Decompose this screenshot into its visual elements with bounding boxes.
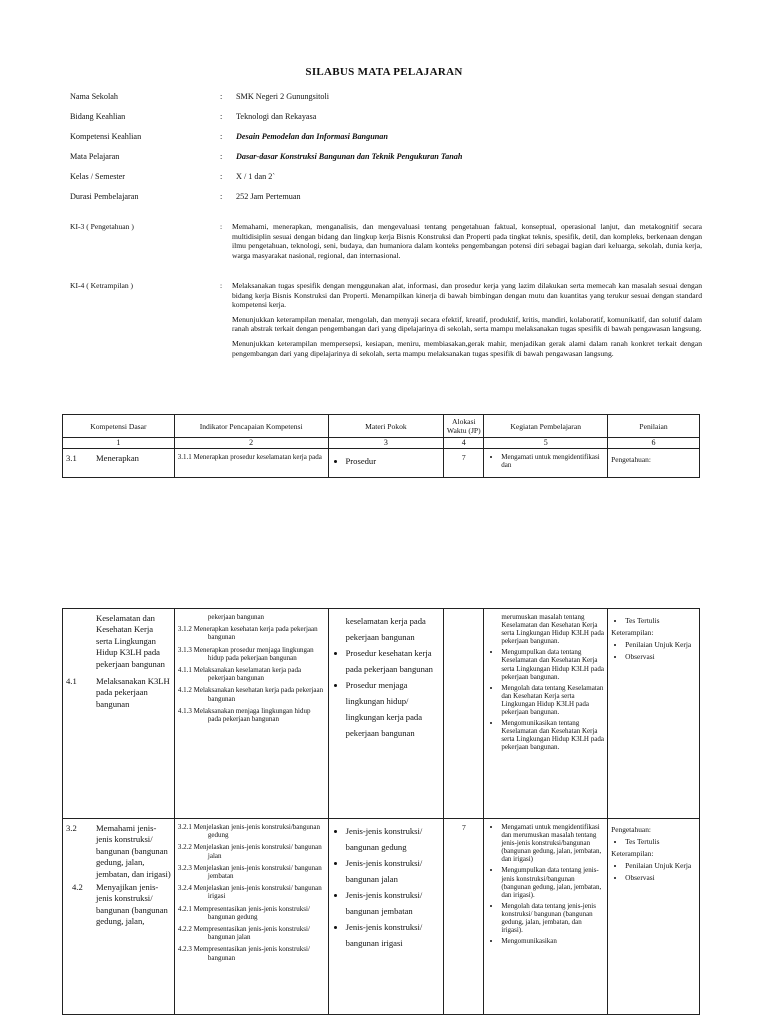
- info-label: Bidang Keahlian: [70, 112, 126, 121]
- column-number: 1: [63, 438, 175, 449]
- document-title: SILABUS MATA PELAJARAN: [305, 66, 463, 78]
- ki3-label: KI-3 ( Pengetahuan ): [70, 222, 134, 231]
- info-row-duration: Durasi Pembelajaran : 252 Jam Pertemuan: [70, 192, 710, 201]
- mp-cell: • Jenis-jenis konstruksi/ bangunan gedung • Jenis-jenis konstruksi/ bangunan jalan • Jenis-jenis konstruksi/ bangunan jembatan • Jenis-jenis konstruksi/ bangunan irigasi: [328, 819, 444, 1015]
- column-number: 3: [328, 438, 444, 449]
- info-row-class: Kelas / Semester : X / 1 dan 2`: [70, 172, 710, 181]
- pn-cell: Pengetahuan:: [608, 449, 700, 478]
- header-kompetensi-dasar: Kompetensi Dasar: [63, 415, 175, 438]
- info-row-subject: Mata Pelajaran : Dasar-dasar Konstruksi Bangunan dan Teknik Pengukuran Tanah: [70, 152, 710, 161]
- ipk-cell: 3.1.1 Menerapkan prosedur keselamatan kerja pada: [174, 449, 328, 478]
- info-value: Desain Pemodelan dan Informasi Bangunan: [236, 132, 388, 141]
- info-label: Kelas / Semester: [70, 172, 126, 181]
- info-value: 252 Jam Pertemuan: [236, 192, 301, 201]
- table-number-row: [63, 438, 700, 449]
- info-label: Durasi Pembelajaran: [70, 192, 139, 201]
- ki4-paragraph: Menunjukkan keterampilan menalar, mengolah, dan menyaji secara efektif, kreatif, produktif, kritis, mandiri, kolaboratif, komunikatif, dan solutif dalam ranah abstrak terkait dengan pengembangan dari yang dipelajarinya di sekolah, serta mampu melaksanakan tugas spesifik di bawah pengawasan langsung.: [232, 314, 702, 334]
- kg-cell: merumuskan masalah tentang Keselamatan dan Kesehatan Kerja serta Lingkungan Hidup K3LH pada pekerjaan bangunan. • Mengumpulkan data tentang Keselamatan dan Kesehatan Kerja serta Lingkungan Hidup K3LH pada pekerjaan bangunan. • Mengolah data tentang Keselamatan dan Kesehatan Kerja serta Lingkungan Hidup K3LH pada pekerjaan bangunan. • Mengomunikasikan tentang Keselamatan dan Kesehatan Kerja serta Lingkungan Hidup K3LH pada pekerjaan bangunan.: [484, 609, 608, 819]
- info-value: SMK Negeri 2 Gunungsitoli: [236, 92, 330, 101]
- info-value: Teknologi dan Rekayasa: [236, 112, 317, 121]
- info-value: X / 1 dan 2`: [236, 172, 276, 181]
- table-row: [63, 609, 700, 819]
- pn-cell: • Tes Tertulis Keterampilan: • Penilaian Unjuk Kerja • Observasi: [608, 609, 700, 819]
- ipk-cell: 3.2.1 Menjelaskan jenis-jenis konstruksi/bangunan gedung 3.2.2 Menjelaskan jenis-jenis konstruksi/ bangunan jalan 3.2.3 Menjelaskan jenis-jenis konstruksi/ bangunan jembatan 3.2.4 Menjelaskan jenis-jenis konstruksi/ bangunan irigasi 4.2.1 Mempresentasikan jenis-jenis konstruksi/ bangunan gedung 4.2.2 Mempresentasikan jenis-jenis konstruksi/ bangunan jalan 4.2.3 Mempresentasikan jenis-jenis konstruksi/ bangunan: [174, 819, 328, 1015]
- table-row: [63, 449, 700, 478]
- column-number: 6: [608, 438, 700, 449]
- info-row-field: Bidang Keahlian : Teknologi dan Rekayasa: [70, 112, 710, 121]
- info-row-school: Nama Sekolah : SMK Negeri 2 Gunungsitoli: [70, 92, 710, 101]
- ki4-label: KI-4 ( Ketrampilan ): [70, 281, 134, 290]
- jp-cell: [444, 609, 484, 819]
- table-header-row: [63, 415, 700, 438]
- info-label: Kompetensi Keahlian: [70, 132, 142, 141]
- info-value: Dasar-dasar Konstruksi Bangunan dan Teknik Pengukuran Tanah: [236, 152, 463, 161]
- info-label: Nama Sekolah: [70, 92, 118, 101]
- ki4-paragraph: Menunjukkan keterampilan mempersepsi, kesiapan, meniru, membiasakan,gerak mahir, menjadikan gerak alami dalam ranah konkret terkait dengan pengembangan dari yang dipelajarinya di sekolah, serta mampu melaksanakan tugas spesifik di bawah pengawasan langsung.: [232, 338, 702, 358]
- header-alokasi-waktu: Alokasi Waktu (JP): [444, 415, 484, 438]
- column-number: 4: [444, 438, 484, 449]
- column-number: 2: [174, 438, 328, 449]
- header-materi-pokok: Materi Pokok: [328, 415, 444, 438]
- jp-cell: 7: [444, 819, 484, 1015]
- header-kegiatan: Kegiatan Pembelajaran: [484, 415, 608, 438]
- header-indikator: Indikator Pencapaian Kompetensi: [174, 415, 328, 438]
- mp-cell: keselamatan kerja pada pekerjaan bangunan • Prosedur kesehatan kerja pada pekerjaan bangunan • Prosedur menjaga lingkungan hidup/ lingkungan kerja pada pekerjaan bangunan: [328, 609, 444, 819]
- table-row: [63, 819, 700, 1015]
- column-number: 5: [484, 438, 608, 449]
- ki3-text: Memahami, menerapkan, menganalisis, dan mengevaluasi tentang pengetahuan faktual, konseptual, operasional lanjut, dan metakognitif secara multidisiplin sesuai dengan bidang dan lingkup kerja Bisnis Konstruksi dan Properti pada tingkat teknis, spesifik, detil, dan kompleks, berkenaan dengan ilmu pengetahuan, teknologi, seni, budaya, dan humaniora dalam konteks pengembangan potensi diri sebagai bagian dari keluarga, sekolah, dunia kerja, warga masyarakat nasional, regional, dan internasional.: [232, 222, 702, 260]
- syllabus-table-continued: [62, 608, 700, 1015]
- ipk-cell: pekerjaan bangunan 3.1.2 Menerapkan kesehatan kerja pada pekerjaan bangunan 3.1.3 Menerapkan prosedur menjaga lingkungan hidup pada pekerjaan bangunan 4.1.1 Melaksanakan keselamatan kerja pada pekerjaan bangunan 4.1.2 Melaksanakan kesehatan kerja pada pekerjaan bangunan 4.1.3 Melaksanakan menjaga lingkungan hidup pada pekerjaan bangunan: [174, 609, 328, 819]
- pn-cell: Pengetahuan: • Tes Tertulis Keterampilan: • Penilaian Unjuk Kerja • Observasi: [608, 819, 700, 1015]
- ki4-paragraph: Melaksanakan tugas spesifik dengan menggunakan alat, informasi, dan prosedur kerja yang lazim dilakukan serta memecah kan masalah sesuai dengan bidang kerja Bisnis Konstruksi dan Properti. Menampilkan kinerja di bawah bimbingan dengan mutu dan kuantitas yang terukur sesuai dengan standard kompetensi kerja.: [232, 281, 702, 310]
- info-label: Mata Pelajaran: [70, 152, 120, 161]
- info-row-competency: Kompetensi Keahlian : Desain Pemodelan dan Informasi Bangunan: [70, 132, 710, 141]
- jp-cell: 7: [444, 449, 484, 478]
- kg-cell: • Mengamati untuk mengidentifikasi dan: [484, 449, 608, 478]
- kd-cell: 3.2 Memahami jenis-jenis konstruksi/ bangunan (bangunan gedung, jalan, jembatan, dan irigasi) 4.2 Menyajikan jenis-jenis konstruksi/ bangunan (bangunan gedung, jalan,: [63, 819, 175, 1015]
- header-penilaian: Penilaian: [608, 415, 700, 438]
- identity-section: [70, 92, 710, 212]
- mp-cell: • Prosedur: [328, 449, 444, 478]
- kg-cell: • Mengamati untuk mengidentifikasi dan merumuskan masalah tentang jenis-jenis konstruksi/bangunan (bangunan gedung, jalan, jembatan, dan irigasi) • Mengumpulkan data tentang jenis-jenis konstruksi/bangunan (bangunan gedung, jalan, jembatan, dan irigasi). • Mengolah data tentang jenis-jenis konstruksi/ bangunan (bangunan gedung, jalan, jembatan, dan irigasi). • Mengomunikasikan: [484, 819, 608, 1015]
- kd-cell: 3.1 Menerapkan: [63, 449, 175, 478]
- kd-cell: Keselamatan dan Kesehatan Kerja serta Lingkungan Hidup K3LH pada pekerjaan bangunan 4.1 Melaksanakan K3LH pada pekerjaan bangunan: [63, 609, 175, 819]
- syllabus-table-header: [62, 414, 700, 478]
